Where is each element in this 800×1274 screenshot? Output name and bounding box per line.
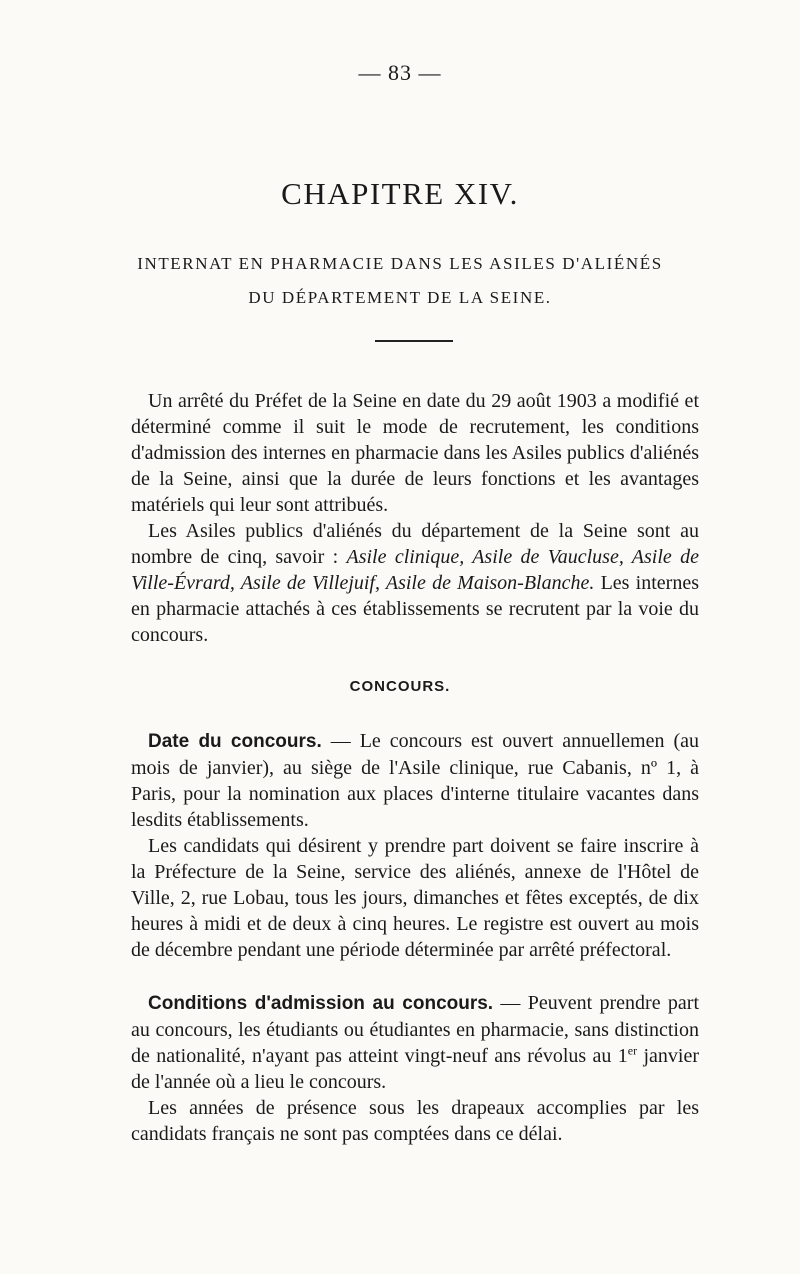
intro-p2-end: Les internes en pharmacie attachés à ces établissements se recrutent par la voie du concours. (131, 572, 699, 646)
conditions-paragraph-2: Les années de présence sous les drapeaux accomplies par les candidats français ne sont pas comptées dans ce délai. (131, 1097, 699, 1145)
date-p1-text: — Le concours est ouvert annuellemen (au mois de janvier), au siège de l'Asile clinique, rue Cabanis, nº 1, à Paris, pour la nomination aux places d'interne titulaire vacantes dans lesdits établissements. (131, 730, 699, 831)
subtitle-line-2: DU DÉPARTEMENT DE LA SEINE. (248, 288, 552, 307)
section-heading-concours: CONCOURS. (349, 678, 451, 695)
conditions-p1-b: janvier de l'année où a lieu le concours. (131, 1045, 699, 1093)
conditions-p1-sup: er (627, 1043, 638, 1058)
intro-paragraph-2 (131, 518, 699, 648)
date-paragraph-2: Les candidats qui désirent y prendre part doivent se faire inscrire à la Préfecture de la Seine, service des aliénés, annexe de l'Hôtel de Ville, 2, rue Lobau, tous les jours, dimanches et fêtes exceptés, de dix heures à midi et de deux à cinq heures. Le registre est ouvert au mois de décembre pendant une période déterminée par arrêté préfectoral. (131, 835, 699, 961)
date-heading: Date du concours. (148, 731, 322, 752)
conditions-section (131, 990, 699, 1147)
divider-rule (375, 340, 453, 342)
chapter-subtitle (0, 247, 800, 315)
intro-text (131, 388, 699, 648)
chapter-title: CHAPITRE XIV. (281, 176, 519, 211)
intro-p2-start: Les Asiles publics d'aliénés du département de la Seine sont au nombre de cinq, savoir : (131, 520, 699, 568)
conditions-heading: Conditions d'admission au concours. (148, 993, 494, 1014)
date-section (131, 728, 699, 963)
page-number: — 83 — (358, 60, 442, 85)
asiles-list: Asile clinique, Asile de Vaucluse, Asile de Ville-Évrard, Asile de Villejuif, Asile de Maison-Blanche. (131, 546, 699, 594)
date-paragraph-1 (131, 728, 699, 833)
conditions-p1-a: — Peuvent prendre part au concours, les étudiants ou étudiantes en pharmacie, sans distinction de nationalité, n'ayant pas atteint vingt-neuf ans révolus au 1 (131, 992, 699, 1067)
intro-paragraph-1: Un arrêté du Préfet de la Seine en date du 29 août 1903 a modifié et déterminé comme il suit le mode de recrutement, les conditions d'admission des internes en pharmacie dans les Asiles publics d'aliénés de la Seine, ainsi que la durée de leurs fonctions et les avantages matériels qui leur sont attribués. (131, 390, 699, 516)
subtitle-line-1: INTERNAT EN PHARMACIE DANS LES ASILES D'ALIÉNÉS (137, 254, 663, 273)
conditions-paragraph-1 (131, 990, 699, 1095)
